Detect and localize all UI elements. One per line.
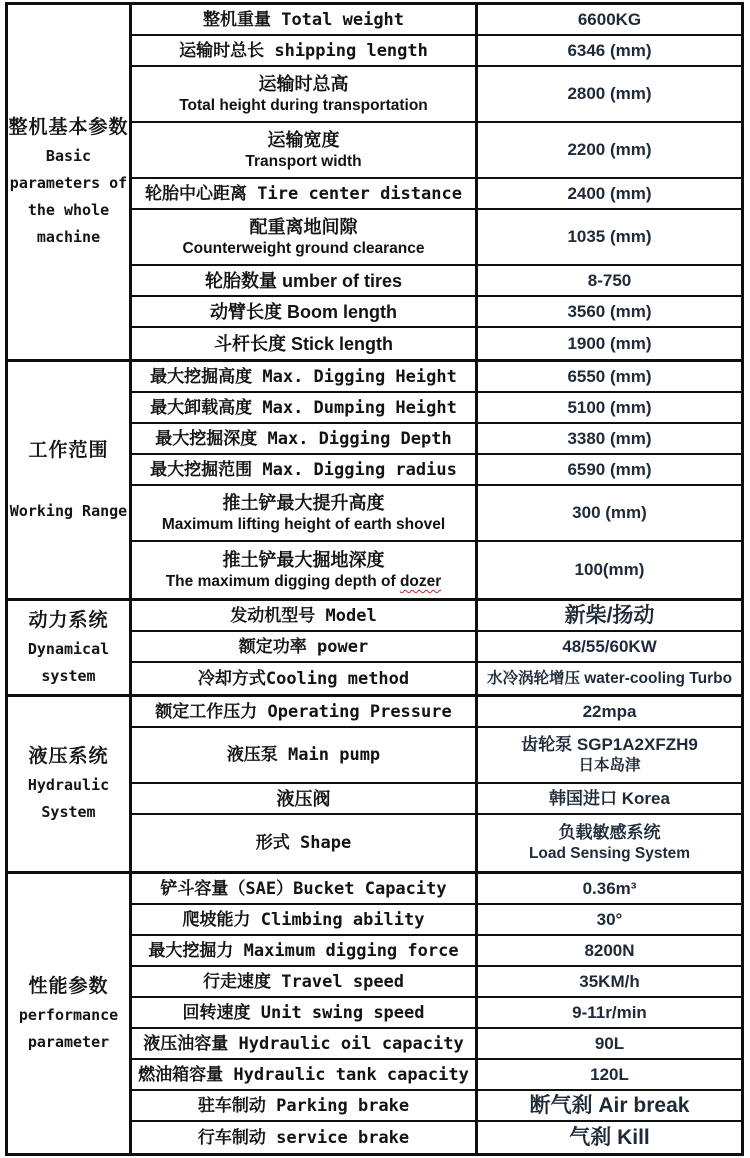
value-text: 齿轮泵 SGP1A2XFZH9 — [521, 735, 698, 754]
value-cell — [478, 424, 741, 453]
param-label-en-text: Total height during transportation — [179, 97, 428, 114]
param-cell — [132, 486, 478, 540]
param-label-en — [166, 572, 442, 592]
param-label-en-text: Transport width — [245, 153, 362, 170]
value-text: 8-750 — [587, 270, 632, 290]
spec-section — [8, 5, 741, 359]
value-text: 3380 (mm) — [567, 428, 652, 448]
param-label: 斗杆长度 Stick length — [213, 333, 393, 354]
spec-row — [132, 542, 741, 598]
category-label-zh: 液压系统 — [28, 746, 109, 767]
spec-row — [132, 486, 741, 542]
param-cell — [132, 815, 478, 871]
value-text: 90L — [594, 1033, 625, 1053]
spec-section — [8, 598, 741, 694]
param-label: 动臂长度 Boom length — [210, 301, 397, 322]
value-cell — [478, 728, 741, 782]
value-text: 8200N — [584, 940, 635, 960]
value-text: 6346 (mm) — [567, 40, 652, 60]
category-cell — [8, 697, 132, 871]
param-cell — [132, 1122, 478, 1153]
param-cell — [132, 1091, 478, 1120]
value-cell — [478, 905, 741, 934]
spec-row — [132, 936, 741, 967]
param-cell — [132, 632, 478, 661]
spec-row — [132, 424, 741, 455]
category-label-zh: 动力系统 — [28, 609, 109, 631]
category-label-zh: 性能参数 — [28, 975, 109, 997]
spec-row — [132, 905, 741, 936]
value-text: 1035 (mm) — [567, 227, 652, 246]
value-text: 5100 (mm) — [567, 397, 652, 417]
value-cell — [478, 1122, 741, 1153]
value-text: 2200 (mm) — [567, 140, 652, 159]
category-cell — [8, 5, 132, 359]
param-label: 配重离地间隙 — [249, 217, 358, 237]
spec-row — [132, 179, 741, 210]
spec-row — [132, 663, 741, 694]
param-label: 运输宽度 — [267, 130, 340, 150]
value-cell — [478, 601, 741, 630]
value-cell — [478, 1060, 741, 1089]
param-cell — [132, 967, 478, 996]
spec-row — [132, 297, 741, 328]
category-label-en-line: Hydraulic — [27, 776, 110, 794]
value-cell — [478, 210, 741, 264]
value-text: 48/55/60KW — [562, 636, 657, 656]
param-cell — [132, 697, 478, 726]
param-label: 最大挖掘范围 Max. Digging radius — [150, 459, 457, 480]
value-text: 3560 (mm) — [567, 301, 652, 321]
category-label-en-line: Basic — [45, 147, 92, 165]
param-label: 爬坡能力 Climbing ability — [182, 909, 425, 930]
value-cell — [478, 123, 741, 177]
spec-row — [132, 874, 741, 905]
param-cell — [132, 424, 478, 453]
spec-row — [132, 1091, 741, 1122]
category-label-zh: 工作范围 — [28, 439, 109, 461]
value-cell — [478, 663, 741, 694]
spec-section — [8, 871, 741, 1153]
value-text: 35KM/h — [579, 971, 640, 991]
value-text: 22mpa — [582, 701, 637, 721]
spec-row — [132, 36, 741, 67]
value-cell — [478, 5, 741, 34]
param-cell — [132, 542, 478, 598]
value-text: 韩国进口 Korea — [549, 788, 670, 808]
param-label: 液压油容量 Hydraulic oil capacity — [143, 1033, 464, 1054]
category-label-en-line: parameter — [27, 1032, 110, 1051]
value-text-line2: Load Sensing System — [528, 845, 691, 862]
param-cell — [132, 266, 478, 295]
spec-row — [132, 362, 741, 393]
value-cell — [478, 697, 741, 726]
value-text: 9-11r/min — [572, 1002, 647, 1022]
spec-row — [132, 123, 741, 179]
param-label-en-text: The maximum digging depth of — [165, 573, 400, 590]
value-cell — [478, 179, 741, 208]
value-text: 30° — [596, 909, 623, 929]
spec-row — [132, 784, 741, 815]
param-cell — [132, 297, 478, 326]
param-cell — [132, 905, 478, 934]
value-cell — [478, 486, 741, 540]
param-label: 轮胎数量 umber of tires — [204, 270, 403, 291]
param-cell — [132, 362, 478, 391]
param-label: 整机重量 Total weight — [202, 9, 405, 30]
param-label: 回转速度 Unit swing speed — [182, 1002, 425, 1023]
spec-row — [132, 728, 741, 784]
section-rows — [132, 601, 741, 694]
spec-row — [132, 998, 741, 1029]
param-label-en — [179, 96, 428, 116]
param-label: 驻车制动 Parking brake — [197, 1095, 410, 1116]
param-label: 推土铲最大掘地深度 — [222, 550, 385, 570]
param-label: 行走速度 Travel speed — [202, 971, 405, 992]
param-cell — [132, 393, 478, 422]
param-label: 形式 Shape — [255, 833, 352, 853]
spec-row — [132, 67, 741, 123]
value-text: 新柴/扬动 — [564, 603, 655, 627]
category-cell — [8, 874, 132, 1153]
value-text: 120L — [590, 1064, 629, 1084]
value-cell — [478, 1091, 741, 1120]
spec-section — [8, 359, 741, 598]
param-label: 运输时总长 shipping length — [179, 40, 428, 61]
value-cell — [478, 455, 741, 484]
value-cell — [478, 632, 741, 661]
param-label: 额定功率 power — [238, 636, 369, 657]
value-text: 断气刹 Air break — [529, 1093, 690, 1117]
param-label: 额定工作压力 Operating Pressure — [155, 701, 452, 722]
param-label: 运输时总高 — [258, 74, 349, 94]
value-text: 6590 (mm) — [567, 459, 652, 479]
param-label: 最大挖掘深度 Max. Digging Depth — [155, 428, 452, 449]
param-label-en — [162, 515, 445, 535]
spec-row — [132, 632, 741, 663]
param-cell — [132, 455, 478, 484]
spec-section — [8, 694, 741, 871]
value-cell — [478, 393, 741, 422]
category-cell — [8, 601, 132, 694]
param-label: 最大挖掘力 Maximum digging force — [148, 940, 459, 961]
value-cell — [478, 936, 741, 965]
param-cell — [132, 67, 478, 121]
value-cell — [478, 815, 741, 871]
value-text: 0.36m³ — [582, 878, 637, 898]
spec-row — [132, 328, 741, 359]
param-label: 液压阀 — [276, 788, 331, 809]
param-label: 最大卸载高度 Max. Dumping Height — [150, 397, 457, 418]
value-cell — [478, 67, 741, 121]
spec-row — [132, 1029, 741, 1060]
param-label: 冷却方式Cooling method — [197, 668, 410, 689]
param-cell — [132, 784, 478, 813]
spec-row — [132, 210, 741, 266]
value-text: 气刹 Kill — [569, 1125, 650, 1149]
param-label: 燃油箱容量 Hydraulic tank capacity — [138, 1064, 469, 1085]
value-text: 负载敏感系统 — [558, 823, 661, 842]
param-cell — [132, 998, 478, 1027]
spec-row — [132, 815, 741, 871]
value-text: 6550 (mm) — [567, 366, 652, 386]
param-label-en-text: Maximum lifting height of earth shovel — [161, 516, 446, 533]
param-cell — [132, 1060, 478, 1089]
value-text: 100(mm) — [574, 560, 645, 579]
value-cell — [478, 328, 741, 359]
param-cell — [132, 601, 478, 630]
param-cell — [132, 5, 478, 34]
section-rows — [132, 362, 741, 598]
param-label-en — [245, 152, 361, 172]
category-label-en-line: Dynamical — [27, 639, 110, 658]
param-label: 行车制动 service brake — [197, 1127, 410, 1148]
spec-row — [132, 266, 741, 297]
section-rows — [132, 697, 741, 871]
value-text: 6600KG — [577, 9, 642, 29]
value-text: 2800 (mm) — [567, 84, 652, 103]
category-label-en-line: performance — [18, 1005, 119, 1024]
category-label-en-line: the whole — [27, 201, 110, 219]
value-text: 2400 (mm) — [567, 183, 652, 203]
param-cell — [132, 210, 478, 264]
value-cell — [478, 266, 741, 295]
param-cell — [132, 936, 478, 965]
spec-row — [132, 967, 741, 998]
param-cell — [132, 36, 478, 65]
value-cell — [478, 874, 741, 903]
value-cell — [478, 362, 741, 391]
spec-row — [132, 1122, 741, 1153]
value-text: 水冷涡轮增压 water-cooling Turbo — [486, 669, 733, 687]
param-label-en — [182, 239, 424, 259]
category-label-zh: 整机基本参数 — [8, 117, 129, 138]
category-label-en-line: parameters of — [9, 174, 128, 192]
spec-row — [132, 601, 741, 632]
spec-row — [132, 1060, 741, 1091]
value-text: 1900 (mm) — [567, 333, 652, 353]
param-label: 推土铲最大提升高度 — [222, 493, 385, 513]
section-rows — [132, 5, 741, 359]
section-rows — [132, 874, 741, 1153]
value-cell — [478, 36, 741, 65]
spec-row — [132, 393, 741, 424]
value-text: 300 (mm) — [572, 503, 647, 522]
spec-table — [5, 2, 744, 1156]
value-cell — [478, 542, 741, 598]
category-label-en-line: machine — [36, 228, 101, 246]
param-label: 发动机型号 Model — [230, 605, 377, 626]
category-label-en-line: Working Range — [9, 501, 128, 520]
param-cell — [132, 1029, 478, 1058]
param-label-en-text: Counterweight ground clearance — [182, 240, 425, 257]
param-cell — [132, 663, 478, 694]
param-label: 铲斗容量（SAE）Bucket Capacity — [160, 878, 447, 899]
param-label: 最大挖掘高度 Max. Digging Height — [150, 366, 457, 387]
value-cell — [478, 1029, 741, 1058]
param-label: 液压泵 Main pump — [226, 745, 381, 765]
value-cell — [478, 998, 741, 1027]
category-cell — [8, 362, 132, 598]
value-text-line2: 日本岛津 — [578, 757, 641, 774]
param-cell — [132, 123, 478, 177]
param-label: 轮胎中心距离 Tire center distance — [145, 183, 462, 204]
param-cell — [132, 179, 478, 208]
value-cell — [478, 784, 741, 813]
spec-row — [132, 697, 741, 728]
spec-row — [132, 5, 741, 36]
param-cell — [132, 728, 478, 782]
misspelled-word: dozer — [399, 573, 442, 590]
value-cell — [478, 297, 741, 326]
category-label-en-line: system — [41, 666, 96, 685]
category-label-en-line: System — [41, 803, 96, 821]
param-cell — [132, 328, 478, 359]
param-cell — [132, 874, 478, 903]
value-cell — [478, 967, 741, 996]
spec-row — [132, 455, 741, 486]
